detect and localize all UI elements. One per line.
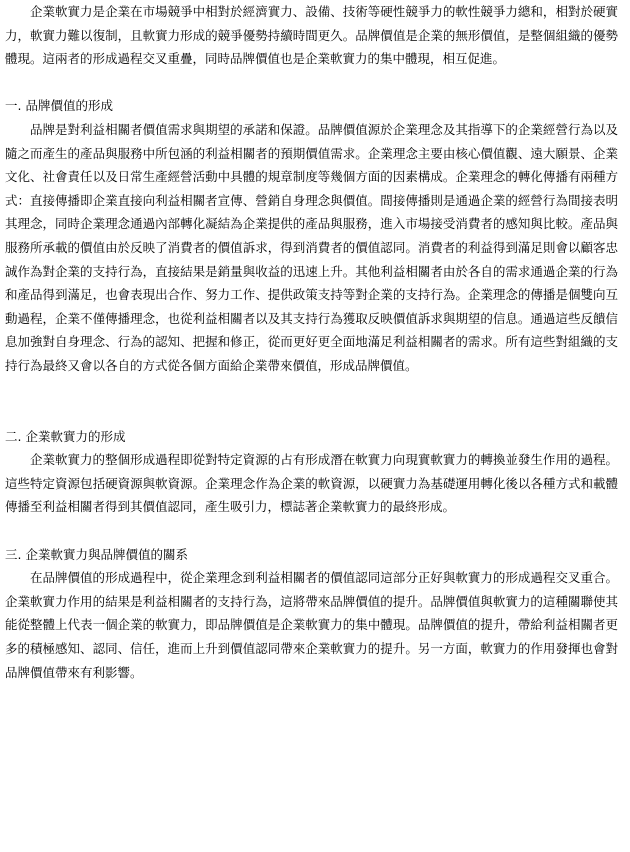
section-3-heading: 三. 企業軟實力與品牌價值的關系	[5, 546, 188, 562]
section-1-heading: 一. 品牌價值的形成	[5, 98, 113, 114]
intro-paragraph: 企業軟實力是企業在市場競爭中相對於經濟實力、設備、技術等硬性競爭力的軟性競爭力總和，相對於硬實力，軟實力難以復制，且軟實力形成的競爭優勢持續時間更久。品牌價值是企業的無形價值，是整個組織的優勢體現。這兩者的形成過程交叉重疊，同時品牌價值也是企業軟實力的集中體現，相互促進。	[5, 4, 618, 67]
spacer	[5, 378, 618, 402]
section-1-body: 品牌是對利益相關者價值需求與期望的承諾和保證。品牌價值源於企業理念及其指導下的企業經營行為以及隨之而產生的產品與服務中所包涵的利益相關者的預期價值需求。企業理念主要由核心價值觀、遠大願景、企業文化、社會責任以及日常生產經營活動中具體的規章制度等幾個方面的因素構成。企業理念的轉化傳播有兩種方式：直接傳播即企業直接向利益相關者宣傳、營銷自身理念與價值。間接傳播則是通過企業的經營行為間接表明其理念，同時企業理念通過內部轉化凝結為企業提供的產品與服務，進入市場接受消費者的感知與比較。產品與服務所承載的價值由於反映了消費者的價值訴求，得到消費者的價值認同。消費者的利益得到滿足則會以顧客忠誠作為對企業的支持行為，直接結果是銷量與收益的迅速上升。其他利益相關者由於各自的需求通過企業的行為和產品得到滿足，也會表現出合作、努力工作、提供政策支持等對企業的支持行為。企業理念的傳播是個雙向互動過程，企業不僅傳播理念，也從利益相關者以及其支持行為獲取反映價值訴求與期望的信息。通過這些反饋信息加強對自身理念、行為的認知、把握和修正，從而更好更全面地滿足利益相關者的需求。所有這些對組織的支持行為最終又會以各自的方式從各個方面給企業帶來價值，形成品牌價值。	[5, 121, 618, 373]
spacer	[5, 401, 618, 425]
section-2-body: 企業軟實力的整個形成過程即從對特定資源的占有形成潛在軟實力向現實軟實力的轉換並發生作用的過程。這些特定資源包括硬資源與軟資源。企業理念作為企業的軟資源，以硬實力為基礎運用轉化後以各種方式和載體傳播至利益相關者得到其價值認同，產生吸引力，標誌著企業軟實力的最終形成。	[5, 452, 618, 515]
section-3-body: 在品牌價值的形成過程中，從企業理念到利益相關者的價值認同這部分正好與軟實力的形成過程交叉重合。企業軟實力作用的結果是利益相關者的支持行為，這將帶來品牌價值的提升。品牌價值與軟實力的這種關聯使其能從整體上代表一個企業的軟實力，即品牌價值是企業軟實力的集中體現。品牌價值的提升，帶給利益相關者更多的積極感知、認同、信任，進而上升到價值認同帶來企業軟實力的提升。另一方面，軟實力的作用發揮也會對品牌價值帶來有利影響。	[5, 570, 618, 680]
spacer	[5, 71, 618, 95]
section-2-heading: 二. 企業軟實力的形成	[5, 428, 126, 444]
spacer	[5, 519, 618, 543]
